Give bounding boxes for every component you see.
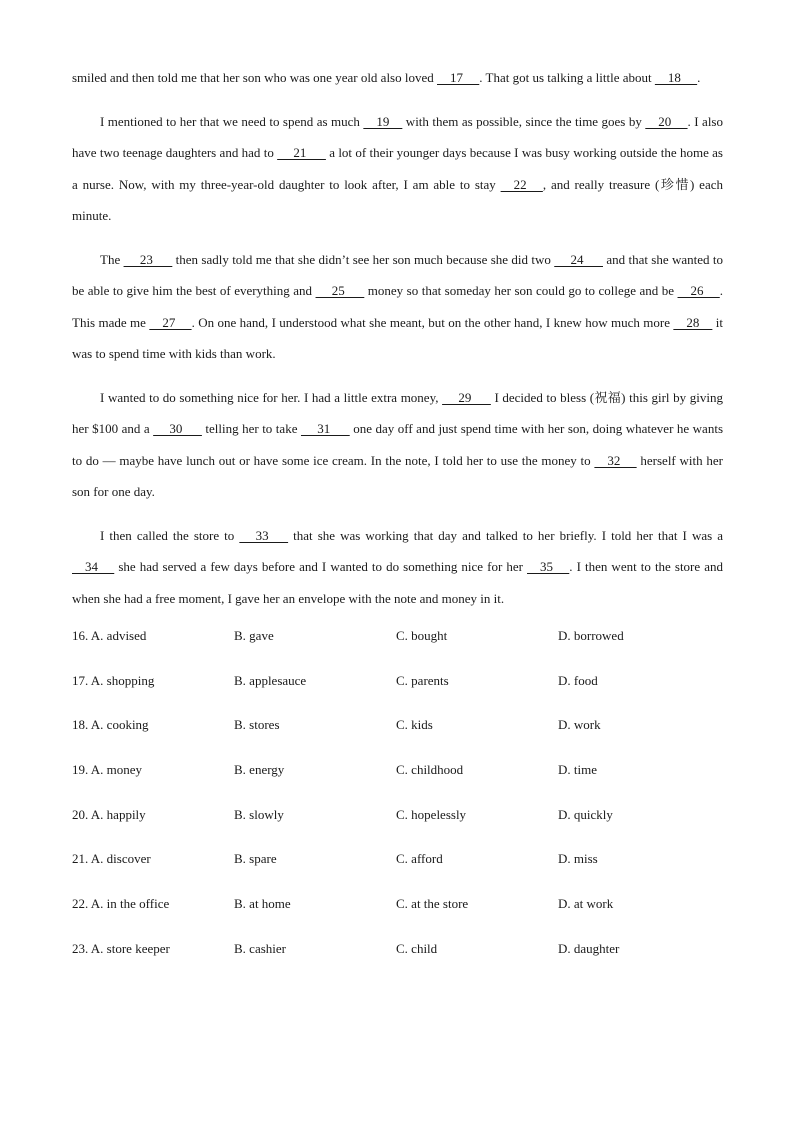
answer-blank[interactable]: 28 xyxy=(673,314,713,330)
passage-paragraph xyxy=(72,106,723,232)
passage-text: . I then went to the store and when she had a free moment, I gave her an envelope with the note and money in it. xyxy=(72,559,723,606)
passage-text: I decided to bless (祝福) this girl by giving her $100 and a xyxy=(72,389,723,436)
question-row xyxy=(72,626,723,671)
question-row xyxy=(72,671,723,716)
answer-blank[interactable]: 25 xyxy=(315,283,365,298)
answer-blank[interactable]: 26 xyxy=(677,283,720,298)
option-d[interactable]: D. borrowed xyxy=(558,628,624,643)
option-d[interactable]: D. miss xyxy=(558,851,598,867)
passage-paragraph xyxy=(72,520,723,615)
passage-text: . That got us talking a little about xyxy=(479,70,655,85)
option-a[interactable]: 20. A. happily xyxy=(72,806,146,822)
question-row xyxy=(72,939,723,984)
question-row xyxy=(72,805,723,850)
question-row xyxy=(72,849,723,894)
passage-text: I wanted to do something nice for her. I had a little extra money, xyxy=(100,389,443,405)
option-d[interactable]: D. at work xyxy=(558,896,614,912)
passage-text: she had served a few days before and I wanted to do something nice for her xyxy=(114,559,528,574)
passage-text: , and really treasure (珍惜) each minute. xyxy=(72,176,723,223)
answer-blank[interactable]: 18 xyxy=(654,70,698,85)
question-row xyxy=(72,894,723,939)
option-b[interactable]: B. at home xyxy=(234,896,291,912)
answer-blank[interactable]: 35 xyxy=(527,559,570,574)
option-a[interactable]: 19. A. money xyxy=(72,762,143,778)
option-c[interactable]: C. hopelessly xyxy=(396,806,467,822)
answer-blank[interactable]: 20 xyxy=(645,113,688,129)
option-b[interactable]: B. applesauce xyxy=(234,672,307,688)
passage-paragraph xyxy=(72,244,723,370)
option-c[interactable]: C. at the store xyxy=(396,896,469,912)
passage-text: The xyxy=(100,251,124,267)
option-a[interactable]: 16. A. advised xyxy=(72,628,147,643)
passage-text: one day off and just spend time with her son, doing whatever he wants to do — maybe have lunch out or have some ice cream. In the note, I told her to use the money to xyxy=(72,421,724,468)
answer-blank[interactable]: 33 xyxy=(239,527,289,543)
option-d[interactable]: D. quickly xyxy=(558,806,613,822)
question-row xyxy=(72,760,723,805)
answer-blank[interactable]: 19 xyxy=(363,113,403,129)
passage-text: smiled and then told me that her son who was one year old also loved xyxy=(72,70,438,85)
option-c[interactable]: C. child xyxy=(396,940,438,956)
answer-options xyxy=(72,626,723,984)
answer-blank[interactable]: 32 xyxy=(594,452,637,468)
answer-blank[interactable]: 27 xyxy=(149,314,192,330)
option-a[interactable]: 17. A. shopping xyxy=(72,672,155,688)
option-d[interactable]: D. work xyxy=(558,717,601,733)
option-a[interactable]: 23. A. store keeper xyxy=(72,940,170,956)
passage-paragraph xyxy=(72,382,723,508)
option-d[interactable]: D. food xyxy=(558,672,598,688)
cloze-passage xyxy=(72,62,723,614)
passage-text: . I also have two teenage daughters and had to xyxy=(72,113,723,160)
answer-blank[interactable]: 31 xyxy=(300,421,350,436)
answer-blank[interactable]: 17 xyxy=(437,70,480,85)
option-c[interactable]: C. kids xyxy=(396,717,433,733)
passage-text: and that she wanted to be able to give him the best of everything and xyxy=(72,251,723,298)
answer-blank[interactable]: 22 xyxy=(500,176,543,192)
option-a[interactable]: 21. A. discover xyxy=(72,851,151,867)
question-row xyxy=(72,715,723,760)
passage-text: that she was working that day and talked to her briefly. I told her that I was a xyxy=(288,527,723,543)
option-d[interactable]: D. daughter xyxy=(558,940,620,956)
option-b[interactable]: B. energy xyxy=(234,762,285,778)
option-b[interactable]: B. stores xyxy=(234,717,280,733)
option-b[interactable]: B. slowly xyxy=(234,806,284,822)
answer-blank[interactable]: 30 xyxy=(153,421,202,436)
passage-text: with them as possible, since the time goes by xyxy=(402,113,646,129)
passage-text: it was to spend time with kids than work. xyxy=(72,314,723,361)
passage-text: then sadly told me that she didn’t see her son much because she did two xyxy=(172,251,555,267)
option-c[interactable]: C. afford xyxy=(396,851,443,867)
passage-paragraph xyxy=(72,62,723,94)
passage-text: telling her to take xyxy=(201,421,301,436)
answer-blank[interactable]: 23 xyxy=(123,251,173,267)
passage-text: I mentioned to her that we need to spend as much xyxy=(100,113,364,129)
passage-text: a lot of their younger days because I was busy working outside the home as a nurse. Now, with my three-year-old daughter to look after, I am able to stay xyxy=(72,145,723,192)
passage-text: . On one hand, I understood what she meant, but on the other hand, I knew how much more xyxy=(191,314,674,330)
option-c[interactable]: C. parents xyxy=(396,672,449,688)
passage-text: I then called the store to xyxy=(100,527,240,543)
passage-text: money so that someday her son could go to college and be xyxy=(364,283,678,298)
answer-blank[interactable]: 24 xyxy=(554,251,603,267)
option-b[interactable]: B. gave xyxy=(234,628,274,643)
passage-text: . This made me xyxy=(72,283,724,330)
option-c[interactable]: C. childhood xyxy=(396,762,464,778)
passage-text: herself with her son for one day. xyxy=(72,452,723,499)
passage-text: . xyxy=(697,70,701,85)
option-c[interactable]: C. bought xyxy=(396,628,448,643)
answer-blank[interactable]: 29 xyxy=(442,389,491,405)
option-a[interactable]: 18. A. cooking xyxy=(72,717,149,733)
option-a[interactable]: 22. A. in the office xyxy=(72,896,170,912)
answer-blank[interactable]: 34 xyxy=(72,559,115,574)
option-b[interactable]: B. cashier xyxy=(234,940,286,956)
option-b[interactable]: B. spare xyxy=(234,851,277,867)
answer-blank[interactable]: 21 xyxy=(277,145,326,160)
option-d[interactable]: D. time xyxy=(558,762,597,778)
worksheet-page xyxy=(72,62,723,984)
